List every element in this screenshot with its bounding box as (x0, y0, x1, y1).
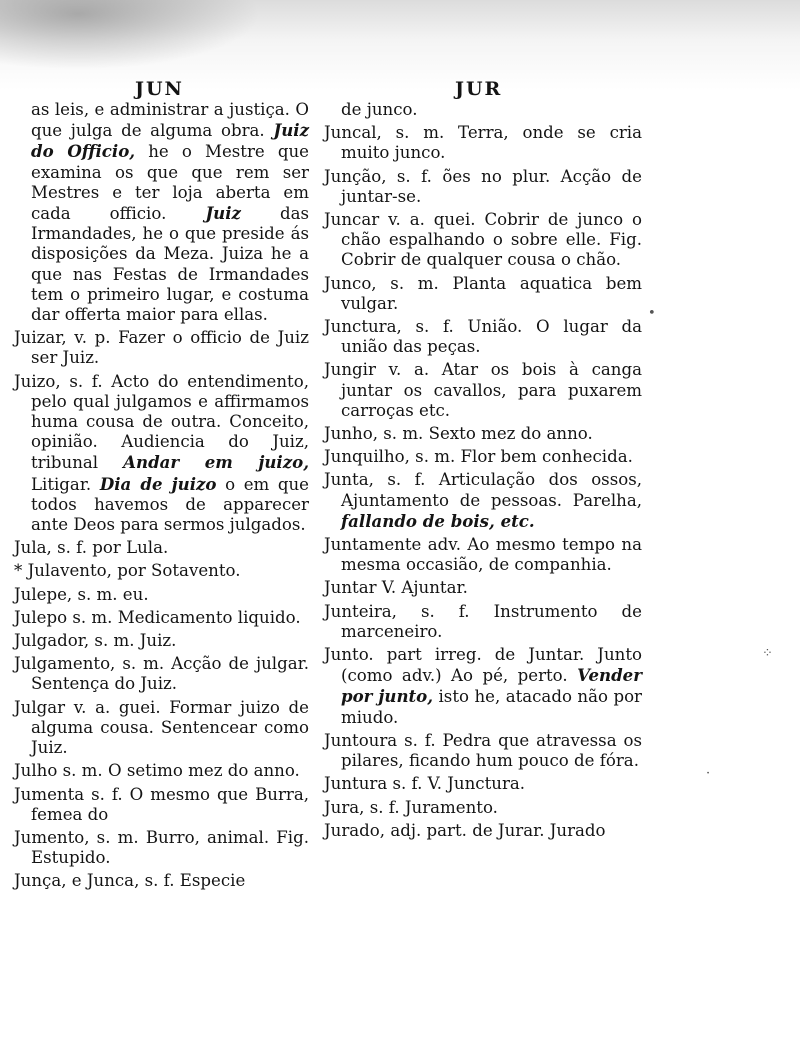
continued-entry (324, 100, 642, 120)
entry-text: Junquilho, s. m. Flor bem conhecida. (324, 447, 633, 467)
entry-text: * Julavento, por Sotavento. (14, 561, 241, 581)
running-head-right: JUR (455, 78, 503, 100)
entry-text: Junto. part irreg. de Juntar. Junto (como adv.) Ao pé, perto. (324, 645, 642, 686)
entry-text: Julho s. m. O setimo mez do anno. (14, 761, 300, 781)
running-head-left: JUN (135, 78, 184, 100)
entry-text: Junco, s. m. Planta aquatica bem vulgar. (324, 273, 642, 313)
entry-text: Junctura, s. f. União. O lugar da união das peças. (324, 317, 642, 357)
dictionary-entry (324, 731, 642, 771)
italic-phrase: Juiz do Officio, (31, 120, 309, 162)
entry-text: Julepe, s. m. eu. (14, 584, 149, 604)
ink-speck: · (706, 766, 711, 781)
entry-text: Juntoura s. f. Pedra que atravessa os pilares, ficando hum pouco de fóra. (324, 730, 642, 771)
dictionary-entry (324, 821, 642, 841)
entry-text: Jumenta s. f. O mesmo que Burra, femea do (14, 784, 309, 824)
dictionary-entry (14, 538, 309, 558)
dictionary-entry (324, 447, 642, 467)
dictionary-entry (324, 798, 642, 818)
entry-text: Junção, s. f. ões no plur. Acção de juntar-se. (324, 166, 642, 206)
entry-text: Julepo s. m. Medicamento liquido. (14, 607, 301, 627)
entry-text: Junta, s. f. Articulação dos ossos, Ajuntamento de pessoas. Parelha, (324, 470, 642, 510)
entry-text: Jungir v. a. Atar os bois à canga juntar os cavallos, para puxarem carroças etc. (324, 360, 642, 420)
entry-text: as leis, e administrar a justiça. O que julga de alguma obra. (31, 100, 309, 141)
entry-text: Juncar v. a. quei. Cobrir de junco o chão espalhando o sobre elle. Fig. Cobrir de qualquer cousa o chão. (324, 210, 642, 270)
entry-text: Julgar v. a. guei. Formar juizo de alguma cousa. Sentencear como Juiz. (14, 697, 309, 758)
entry-text: Junça, e Junca, s. f. Especie (14, 871, 246, 891)
dictionary-entry (324, 360, 642, 421)
entry-text: isto he, atacado não por miudo. (341, 687, 642, 727)
ink-speck: ⁘ (762, 646, 773, 661)
dictionary-entry (324, 645, 642, 728)
entry-text: Junho, s. m. Sexto mez do anno. (324, 424, 593, 444)
entry-text: Juncal, s. m. Terra, onde se cria muito junco. (324, 123, 642, 163)
dictionary-entry (14, 828, 309, 868)
entry-text: Juntamente adv. Ao mesmo tempo na mesma occasião, de companhia. (324, 535, 642, 575)
continued-entry (14, 100, 309, 325)
dictionary-entry (324, 470, 642, 532)
dictionary-entry (14, 372, 309, 536)
ink-speck: • (648, 306, 656, 321)
dictionary-entry (14, 785, 309, 825)
dictionary-entry (324, 774, 642, 794)
entry-text: Junteira, s. f. Instrumento de marceneiro. (324, 601, 642, 641)
right-column (324, 100, 642, 844)
italic-phrase: Vender por junto, (341, 665, 642, 707)
dictionary-entry (324, 578, 642, 598)
entry-text: Litigar. (31, 474, 100, 494)
dictionary-entry (324, 123, 642, 163)
entry-text: Jura, s. f. Juramento. (324, 797, 498, 817)
left-column (14, 100, 309, 895)
dictionary-entry (14, 631, 309, 651)
entry-text: Jumento, s. m. Burro, animal. Fig. Estupido. (14, 827, 309, 868)
entry-text: Julgamento, s. m. Acção de julgar. Sentença do Juiz. (14, 654, 309, 694)
dictionary-entry (14, 561, 309, 581)
dictionary-entry (324, 535, 642, 575)
entry-text: Juizar, v. p. Fazer o officio de Juiz ser Juiz. (14, 328, 309, 368)
dictionary-entry (324, 167, 642, 207)
dictionary-entry (14, 585, 309, 605)
dictionary-entry (324, 274, 642, 314)
entry-text: de junco. (341, 100, 418, 119)
entry-text: Juntura s. f. V. Junctura. (324, 774, 526, 794)
entry-text: Jurado, adj. part. de Jurar. Jurado (324, 820, 606, 840)
dictionary-entry (324, 602, 642, 642)
italic-phrase: Andar em juizo, (123, 452, 309, 473)
dictionary-entry (14, 761, 309, 781)
dictionary-entry (324, 424, 642, 444)
entry-text: Julgador, s. m. Juiz. (14, 631, 177, 651)
entry-text: Jula, s. f. por Lula. (14, 538, 169, 558)
dictionary-entry (14, 698, 309, 759)
entry-text: Juizo, s. f. Acto do entendimento, pelo qual julgamos e affirmamos huma cousa de outra. Conceito, opinião. Audiencia do Juiz, tribunal (14, 371, 309, 473)
entry-text: he o Mestre que examina os que que rem ser Mestres e ter loja aberta em cada officio. (31, 142, 309, 224)
italic-phrase: fallando de bois, etc. (341, 510, 535, 531)
italic-phrase: Dia de juizo (99, 473, 217, 494)
dictionary-entry (14, 654, 309, 694)
dictionary-entry (14, 608, 309, 628)
dictionary-entry (14, 871, 309, 891)
dictionary-entry (14, 328, 309, 368)
italic-phrase: Juiz (205, 203, 241, 224)
entry-text: Juntar V. Ajuntar. (324, 578, 468, 598)
entry-text: o em que todos havemos de apparecer ante Deos para sermos julgados. (31, 474, 309, 535)
dictionary-entry (324, 210, 642, 271)
dictionary-entry (324, 317, 642, 357)
page-smudge (0, 0, 260, 70)
entry-text: das Irmandades, he o que preside ás disposições da Meza. Juiza he a que nas Festas de Irmandades tem o primeiro lugar, e costuma dar offerta maior para ellas. (31, 204, 309, 325)
